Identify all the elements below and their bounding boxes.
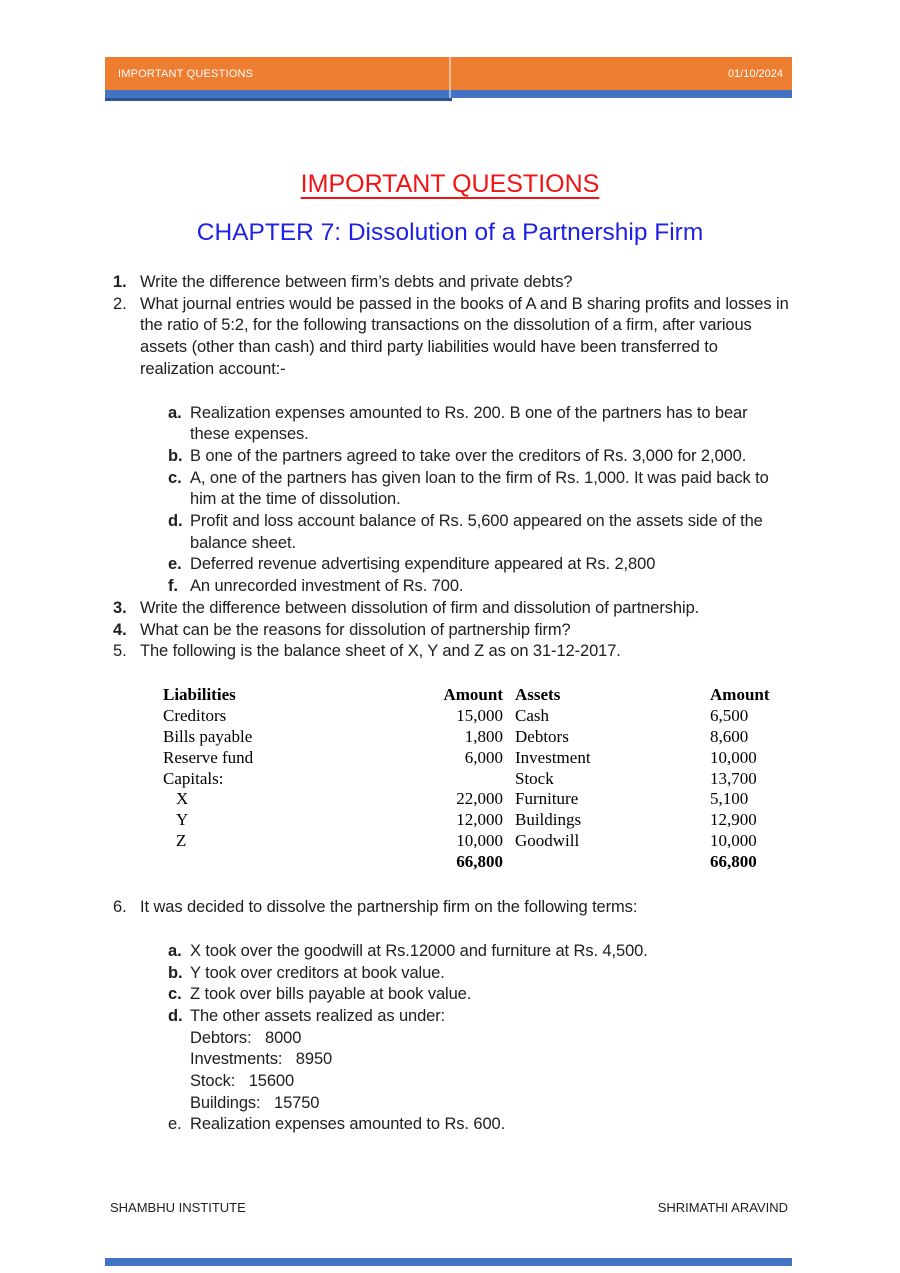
question-item-5 — [110, 641, 790, 663]
page-header-bar — [105, 57, 792, 101]
bs-asset-name: Buildings — [515, 810, 582, 830]
question-item-3 — [110, 598, 790, 620]
bs-asset-amount: 10,000 — [710, 747, 757, 767]
realized-value-stock: Stock: 15600 — [190, 1072, 295, 1091]
bs-liability-amount: 22,000 — [456, 789, 503, 809]
question-2-sublist — [168, 403, 790, 598]
bs-asset-amount: 5,100 — [710, 789, 749, 809]
item-letter: b. — [168, 963, 183, 982]
item-text: It was decided to dissolve the partnership firm on the following terms: — [140, 898, 638, 917]
question-list — [110, 272, 790, 1136]
sub-item-d — [168, 511, 790, 554]
item-text: The following is the balance sheet of X, Y and Z as on 31-12-2017. — [140, 642, 621, 661]
bs-asset-amount: 10,000 — [710, 831, 757, 851]
item-text: Z took over bills payable at book value. — [190, 985, 472, 1004]
item-number: 5. — [113, 642, 127, 661]
bs-liability-amount: 15,000 — [456, 705, 503, 725]
bs-liability-name: Y — [176, 810, 189, 830]
bs-row — [163, 810, 779, 831]
item-number: 2. — [113, 294, 127, 313]
bs-asset-name — [503, 852, 703, 873]
document-content — [110, 170, 790, 1136]
bs-header-assets: Assets — [515, 684, 561, 704]
item-text: Write the difference between dissolution of firm and dissolution of partnership. — [140, 598, 700, 617]
item-text: Realization expenses amounted to Rs. 600. — [190, 1115, 506, 1134]
item-text: An unrecorded investment of Rs. 700. — [190, 577, 464, 596]
question-6-sublist — [168, 941, 790, 1136]
item-text: What journal entries would be passed in the books of A and B sharing profits and losses in the ratio of 5:2, for the following transactions on the dissolution of a firm, after various assets (other than cash) and third party liabilities would have been transferred to realization account:- — [140, 294, 789, 378]
item-text: Write the difference between firm’s debts and private debts? — [140, 273, 573, 291]
bs-asset-name: Debtors — [515, 726, 569, 746]
item-letter: e. — [168, 1115, 182, 1134]
bs-row — [163, 789, 779, 810]
bs-liability-name: Capitals: — [163, 768, 224, 788]
bs-liability-total: 66,800 — [456, 852, 503, 872]
bs-liability-amount — [338, 769, 503, 790]
sub-item-d — [168, 1006, 790, 1028]
bs-row — [163, 831, 779, 852]
bs-asset-name: Furniture — [515, 789, 579, 809]
sub-item-b — [168, 446, 790, 468]
item-letter: c. — [168, 468, 182, 487]
bs-row — [163, 706, 779, 727]
item-text: Realization expenses amounted to Rs. 200. B one of the partners has to bear these expenses. — [190, 403, 748, 444]
item-letter: f. — [168, 577, 178, 596]
item-number: 4. — [113, 620, 127, 639]
sub-item-a — [168, 941, 790, 963]
document-title: IMPORTANT QUESTIONS — [300, 170, 600, 198]
item-text: Profit and loss account balance of Rs. 5,600 appeared on the assets side of the balance sheet. — [190, 512, 763, 552]
question-item-1 — [110, 272, 790, 294]
item-text: A, one of the partners has given loan to the firm of Rs. 1,000. It was paid back to him at the time of dissolution. — [190, 468, 769, 509]
balance-sheet-table — [163, 685, 779, 873]
item-text: X took over the goodwill at Rs.12000 and furniture at Rs. 4,500. — [190, 941, 648, 960]
bs-asset-name: Stock — [515, 768, 554, 788]
sub-item-f — [168, 576, 790, 598]
sub-item-a — [168, 403, 790, 446]
bs-liability-name: Creditors — [163, 705, 227, 725]
bs-liability-amount: 12,000 — [456, 810, 503, 830]
question-item-2 — [110, 294, 790, 381]
sub-item-e — [168, 554, 790, 576]
item-text: B one of the partners agreed to take over the creditors of Rs. 3,000 for 2,000. — [190, 446, 747, 465]
bs-liability-name: Reserve fund — [163, 747, 254, 767]
bs-asset-amount: 6,500 — [710, 705, 749, 725]
bs-liability-name: Z — [176, 831, 187, 851]
item-letter: d. — [168, 512, 183, 531]
bs-asset-name: Cash — [515, 705, 549, 725]
bs-row — [163, 748, 779, 769]
header-date: 01/10/2024 — [727, 67, 783, 80]
chapter-title: CHAPTER 7: Dissolution of a Partnership Firm — [196, 219, 704, 246]
bs-asset-total: 66,800 — [710, 852, 757, 872]
bs-asset-amount: 13,700 — [710, 768, 757, 788]
bs-asset-amount: 8,600 — [710, 726, 749, 746]
item-text: Y took over creditors at book value. — [190, 963, 445, 982]
item-number: 1. — [113, 273, 127, 291]
item-number: 6. — [113, 898, 127, 917]
realized-value-buildings: Buildings: 15750 — [190, 1093, 320, 1112]
item-text: Deferred revenue advertising expenditure appeared at Rs. 2,800 — [190, 555, 656, 574]
header-dark-underline — [105, 98, 452, 101]
bs-row — [163, 727, 779, 748]
item-letter: a. — [168, 941, 182, 960]
bs-header-liab-amount: Amount — [443, 684, 503, 704]
bs-liability-name: Bills payable — [163, 726, 253, 746]
bs-header-asset-amount: Amount — [710, 684, 770, 704]
footer-institute: SHAMBHU INSTITUTE — [110, 1200, 246, 1215]
item-text: The other assets realized as under: — [190, 1006, 446, 1025]
bs-row — [163, 769, 779, 790]
item-text: What can be the reasons for dissolution of partnership firm? — [140, 620, 571, 639]
footer-blue-bar — [105, 1258, 792, 1266]
bs-liability-name: X — [176, 789, 189, 809]
bs-header-liabilities: Liabilities — [163, 684, 236, 704]
item-letter: d. — [168, 1006, 183, 1025]
sub-item-c — [168, 468, 790, 511]
bs-liability-amount: 10,000 — [456, 831, 503, 851]
question-item-4 — [110, 620, 790, 642]
realized-value-debtors: Debtors: 8000 — [190, 1028, 302, 1047]
bs-liability-amount: 1,800 — [464, 726, 503, 746]
header-orange-band — [105, 57, 792, 90]
item-letter: c. — [168, 985, 182, 1004]
bs-total-row — [163, 852, 779, 873]
header-document-title: IMPORTANT QUESTIONS — [118, 67, 254, 80]
item-letter: e. — [168, 555, 182, 574]
header-cell-divider — [449, 57, 451, 98]
bs-asset-name: Goodwill — [515, 831, 580, 851]
footer-author: SHRIMATHI ARAVIND — [657, 1200, 788, 1215]
bs-asset-name: Investment — [515, 747, 591, 767]
item-letter: b. — [168, 446, 183, 465]
realized-values-list — [190, 1028, 790, 1115]
sub-item-e — [168, 1114, 790, 1136]
realized-value-investments: Investments: 8950 — [190, 1050, 333, 1069]
bs-liability-name — [163, 852, 338, 873]
sub-item-c — [168, 984, 790, 1006]
bs-asset-amount: 12,900 — [710, 810, 757, 830]
item-number: 3. — [113, 598, 127, 617]
sub-item-b — [168, 963, 790, 985]
question-item-6 — [110, 897, 790, 919]
bs-liability-amount: 6,000 — [464, 747, 503, 767]
bs-header-row — [163, 685, 779, 706]
page-footer — [110, 1200, 788, 1215]
item-letter: a. — [168, 403, 182, 422]
